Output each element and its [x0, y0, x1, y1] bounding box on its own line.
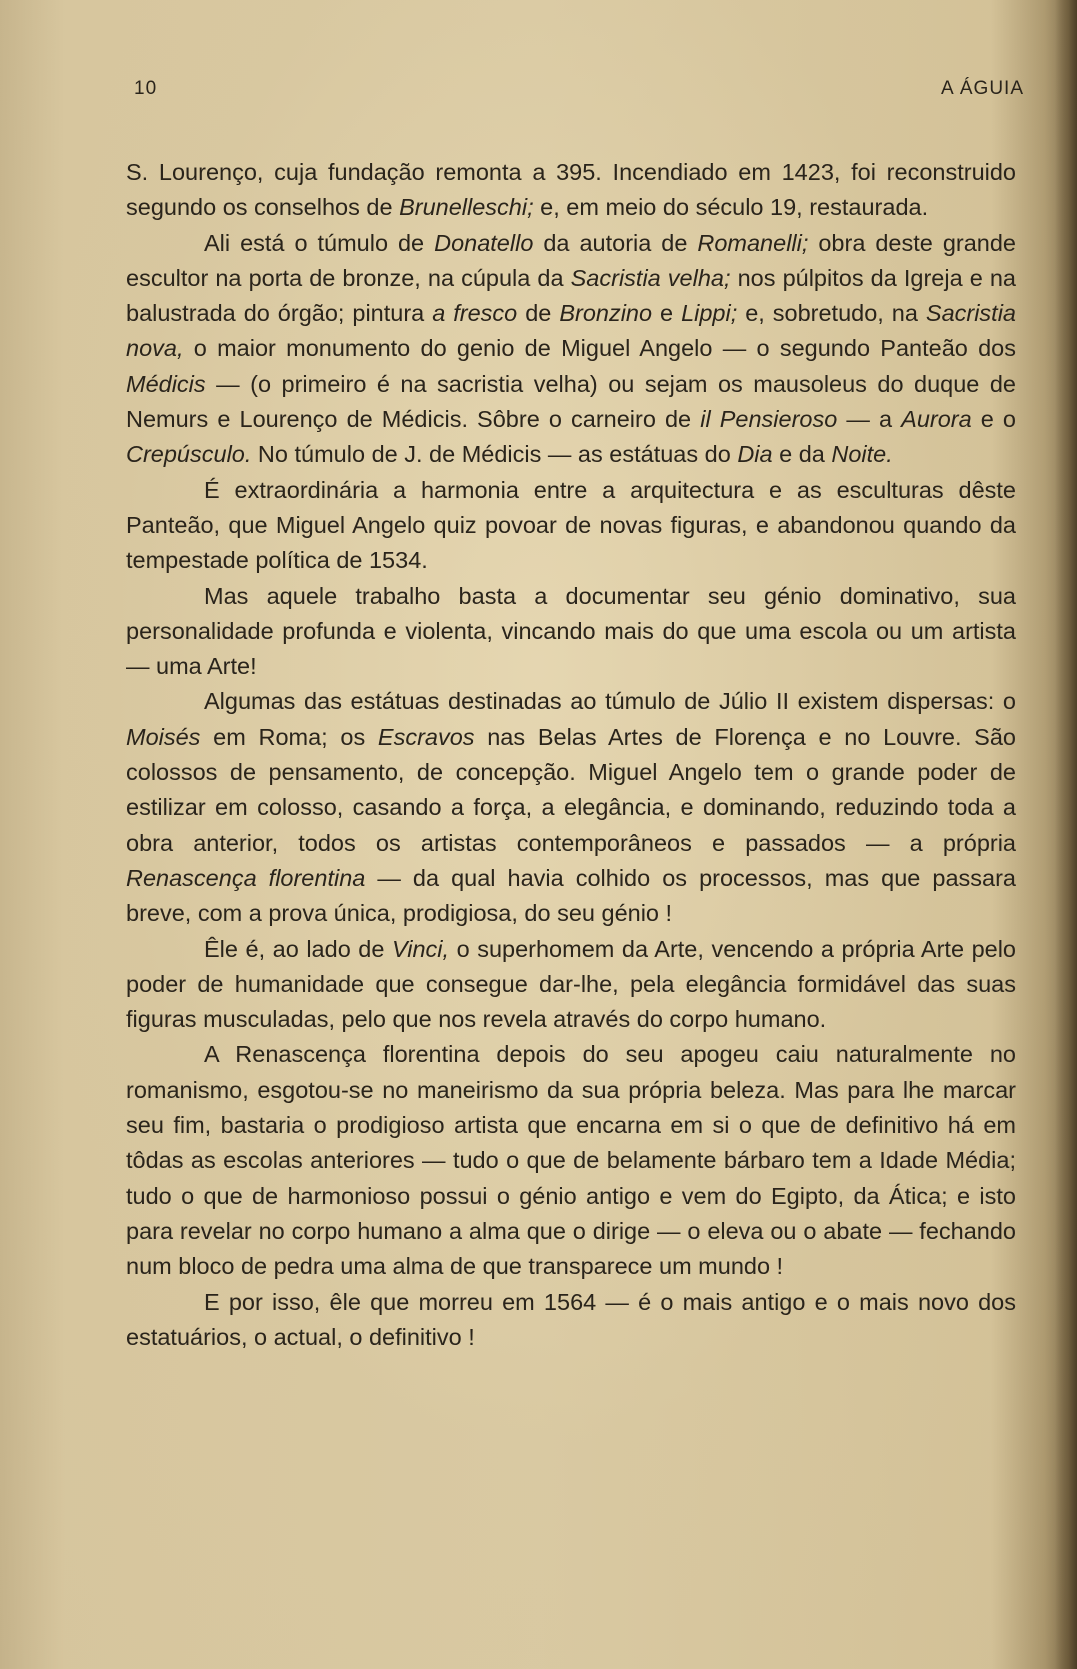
italic-run: Sacristia nova, [126, 300, 1017, 362]
text-run: o maior monumento do genio de Miguel Angelo — o segundo Panteão dos [183, 335, 1016, 362]
text-run: de [517, 300, 560, 327]
paragraph [126, 579, 1016, 685]
paragraph [126, 155, 1016, 226]
text-run: S. Lourenço, cuja fundação remonta a 395. Incendiado em 1423, foi reconstruido segundo os conselhos de [126, 159, 1016, 221]
paragraph [126, 226, 1016, 473]
text-run: e, sobretudo, na [737, 300, 926, 327]
text-run: E por isso, êle que morreu em 1564 — é o mais antigo e o mais novo dos estatuários, o actual, o definitivo ! [126, 1288, 1016, 1350]
italic-run: Sacristia velha; [570, 264, 731, 291]
italic-run: Renascença florentina [126, 864, 366, 891]
text-run: e o [971, 406, 1016, 433]
text-run: e, em meio do século 19, restaurada. [533, 194, 929, 221]
text-run: o superhomem da Arte, vencendo a própria Arte pelo poder de humanidade que consegue dar-lhe, pela elegância formidável das suas figuras musculadas, pelo que nos revela através do corpo humano. [126, 935, 1016, 1033]
running-header [134, 78, 1024, 108]
italic-run: Médicis [126, 370, 206, 397]
italic-run: Lippi; [681, 300, 738, 327]
text-run: Algumas das estátuas destinadas ao túmulo de Júlio II existem dispersas: o [204, 688, 1016, 715]
text-run: da autoria de [533, 229, 698, 256]
paragraph [126, 932, 1016, 1038]
text-run: e [652, 300, 682, 327]
journal-title: A ÁGUIA [940, 78, 1024, 99]
text-run: — a [837, 406, 902, 433]
italic-run: Crepúsculo. [126, 441, 252, 468]
text-run: Mas aquele trabalho basta a documentar seu génio dominativo, sua personalidade profunda e violenta, vincando mais do que uma escola ou um artista — uma Arte! [126, 582, 1016, 680]
italic-run: a fresco [432, 300, 518, 327]
body-text [126, 155, 1016, 1355]
paragraph [126, 473, 1016, 579]
italic-run: Donatello [434, 229, 534, 256]
italic-run: Escravos [377, 723, 475, 750]
italic-run: Brunelleschi; [399, 194, 534, 221]
italic-run: Noite. [831, 441, 893, 468]
italic-run: Bronzino [559, 300, 653, 327]
italic-run: Aurora [901, 406, 972, 433]
text-run: obra deste grande escultor na porta de bronze, na cúpula da [126, 229, 1016, 291]
italic-run: Romanelli; [697, 229, 809, 256]
page-number: 10 [134, 78, 158, 99]
italic-run: Vinci, [392, 935, 450, 962]
text-run: — (o primeiro é na sacristia velha) ou sejam os mausoleus do duque de Nemurs e Lourenço de Médicis. Sôbre o carneiro de [126, 370, 1016, 433]
text-run: nos púlpitos da Igreja e na balustrada do órgão; pintura [126, 264, 1016, 327]
text-run: É extraordinária a harmonia entre a arquitectura e as esculturas dêste Panteão, que Miguel Angelo quiz povoar de novas figuras, e abandonou quando da tempestade política de 1534. [126, 476, 1016, 574]
text-run: No túmulo de J. de Médicis — as estátuas do [251, 441, 738, 468]
text-run: em Roma; os [200, 723, 378, 750]
page-edge-shadow [1055, 0, 1077, 1669]
paragraph [126, 1037, 1016, 1284]
paragraph [126, 684, 1016, 931]
text-run: Êle é, ao lado de [204, 935, 392, 962]
text-run: e da [772, 441, 832, 468]
paragraph [126, 1285, 1016, 1356]
text-run: nas Belas Artes de Florença e no Louvre. São colossos de pensamento, de concepção. Miguel Angelo tem o grande poder de estilizar em colosso, casando a força, a elegância, e dominando, reduzindo toda a obra anterior, todos os artistas contemporâneos e passados — a própria [126, 723, 1017, 856]
text-run: Ali está o túmulo de [204, 229, 435, 256]
italic-run: Moisés [126, 723, 201, 750]
text-run: — da qual havia colhido os processos, mas que passara breve, com a prova única, prodigiosa, do seu génio ! [126, 864, 1016, 927]
italic-run: il Pensieroso [700, 406, 838, 433]
italic-run: Dia [737, 441, 773, 468]
text-run: A Renascença florentina depois do seu apogeu caiu naturalmente no romanismo, esgotou-se no maneirismo da sua própria beleza. Mas para lhe marcar seu fim, bastaria o prodigioso artista que encarna em si o que de definitivo há em tôdas as escolas anteriores — tudo o que de belamente bárbaro tem a Idade Média; tudo o que de harmonioso possui o génio antigo e vem do Egipto, da Ática; e isto para revelar no corpo humano a alma que o dirige — o eleva ou o abate — fechando num bloco de pedra uma alma de que transparece um mundo ! [126, 1041, 1016, 1280]
